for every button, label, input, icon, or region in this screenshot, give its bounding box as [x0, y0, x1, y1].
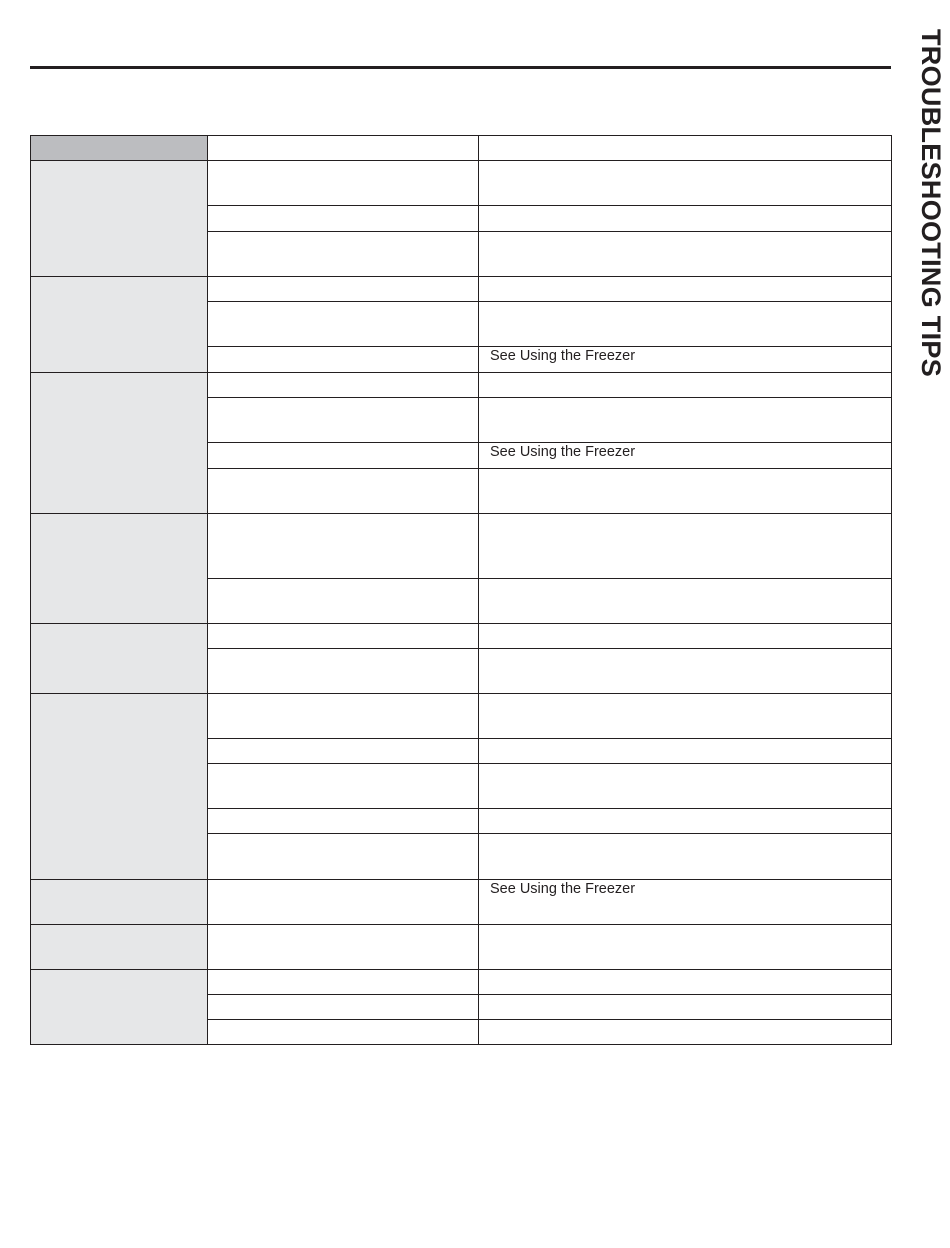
table-row: [31, 880, 892, 925]
answer-cell: [479, 764, 892, 809]
answer-cell: [479, 995, 892, 1020]
answer-cell: [479, 232, 892, 277]
problem-cell: [31, 970, 208, 1045]
header-cause-cell: [208, 136, 479, 161]
answer-cell: [479, 302, 892, 347]
answer-cell: [479, 469, 892, 514]
cause-cell: [208, 443, 479, 469]
answer-cell: [479, 809, 892, 834]
cause-cell: [208, 764, 479, 809]
cause-cell: [208, 880, 479, 925]
cause-cell: [208, 373, 479, 398]
cause-cell: [208, 970, 479, 995]
cause-cell: [208, 694, 479, 739]
answer-cell: [479, 373, 892, 398]
cause-cell: [208, 1020, 479, 1045]
answer-cell: [479, 925, 892, 970]
cause-cell: [208, 469, 479, 514]
table-row: [31, 514, 892, 579]
answer-cell: [479, 624, 892, 649]
table-row: [31, 925, 892, 970]
reference-cell: See Using the Freezer: [479, 347, 892, 373]
problem-cell: [31, 694, 208, 880]
problem-cell: [31, 373, 208, 514]
troubleshooting-table: [30, 135, 892, 1045]
problem-cell: [31, 880, 208, 925]
header-answer-cell: [479, 136, 892, 161]
top-rule: [30, 66, 891, 69]
answer-cell: [479, 649, 892, 694]
table-row: [31, 373, 892, 398]
cause-cell: [208, 579, 479, 624]
problem-cell: [31, 925, 208, 970]
cause-cell: [208, 995, 479, 1020]
problem-cell: [31, 514, 208, 624]
problem-cell: [31, 277, 208, 373]
cause-cell: [208, 624, 479, 649]
cause-cell: [208, 834, 479, 880]
reference-cell: See Using the Freezer: [479, 880, 892, 925]
cause-cell: [208, 232, 479, 277]
table-row: [31, 277, 892, 302]
reference-cell: See Using the Freezer: [479, 443, 892, 469]
header-problem-cell: [31, 136, 208, 161]
table-row: [31, 161, 892, 206]
table-row: [31, 970, 892, 995]
table-header-row: [31, 136, 892, 161]
answer-cell: [479, 834, 892, 880]
answer-cell: [479, 739, 892, 764]
table-row: [31, 624, 892, 649]
cause-cell: [208, 347, 479, 373]
cause-cell: [208, 161, 479, 206]
problem-cell: [31, 624, 208, 694]
cause-cell: [208, 277, 479, 302]
answer-cell: [479, 206, 892, 232]
answer-cell: [479, 694, 892, 739]
cause-cell: [208, 925, 479, 970]
problem-cell: [31, 161, 208, 277]
table-row: [31, 694, 892, 739]
cause-cell: [208, 739, 479, 764]
answer-cell: [479, 161, 892, 206]
cause-cell: [208, 398, 479, 443]
cause-cell: [208, 649, 479, 694]
answer-cell: [479, 398, 892, 443]
side-section-title: TROUBLESHOOTING TIPS: [916, 29, 946, 378]
answer-cell: [479, 277, 892, 302]
answer-cell: [479, 970, 892, 995]
cause-cell: [208, 206, 479, 232]
cause-cell: [208, 809, 479, 834]
answer-cell: [479, 1020, 892, 1045]
cause-cell: [208, 514, 479, 579]
answer-cell: [479, 579, 892, 624]
cause-cell: [208, 302, 479, 347]
answer-cell: [479, 514, 892, 579]
